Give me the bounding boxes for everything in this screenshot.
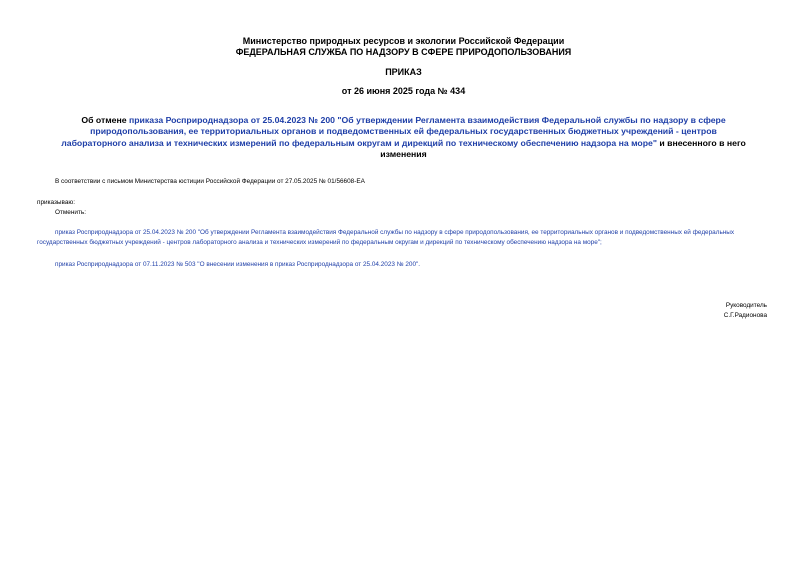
- title-suffix: и внесенного в него изменения: [380, 137, 746, 160]
- document-title: [58, 115, 749, 161]
- basis-paragraph: В соответствии с письмом Министерства юстиции Российской Федерации от 27.05.2025 № 01/56608-ЕА: [55, 178, 365, 185]
- cancel-word: Отменить:: [55, 209, 86, 216]
- ministry-name: Министерство природных ресурсов и экологии Российской Федерации: [242, 36, 565, 46]
- document-type: ПРИКАЗ: [385, 67, 422, 77]
- title-link[interactable]: приказа Росприроднадзора от 25.04.2023 № 200 "Об утверждении Регламента взаимодействия Федеральной службы по надзору в сфере природопользования, ее территориальных органов и подведомственных ей федеральных государственных бюджетных учреждений - центров лабораторного анализа и технических измерений по федеральным округам и дирекций по техническому обеспечению надзора на море": [61, 115, 726, 148]
- service-name: ФЕДЕРАЛЬНАЯ СЛУЖБА ПО НАДЗОРУ В СФЕРЕ ПРИРОДОПОЛЬЗОВАНИЯ: [235, 47, 572, 57]
- signatory-position: Руководитель: [725, 302, 767, 309]
- cancelled-order-link-1[interactable]: приказ Росприроднадзора от 25.04.2023 № 200 "Об утверждении Регламента взаимодействия Федеральной службы по надзору в сфере природопользования, ее территориальных органов и подведомственных ей федеральных государственных бюджетных учреждений - центров лабораторного анализа и технических измерений по федеральным округам и дирекций по техническому обеспечению надзора на море";: [37, 229, 735, 246]
- title-prefix: Об отмене: [81, 115, 129, 125]
- signatory-name: С.Г.Радионова: [723, 312, 767, 319]
- document-date-number: от 26 июня 2025 года № 434: [341, 86, 466, 96]
- order-word: приказываю:: [37, 199, 75, 206]
- cancelled-order-link-2[interactable]: приказ Росприроднадзора от 07.11.2023 № 503 "О внесении изменения в приказ Росприроднадзора от 25.04.2023 № 200".: [55, 261, 421, 268]
